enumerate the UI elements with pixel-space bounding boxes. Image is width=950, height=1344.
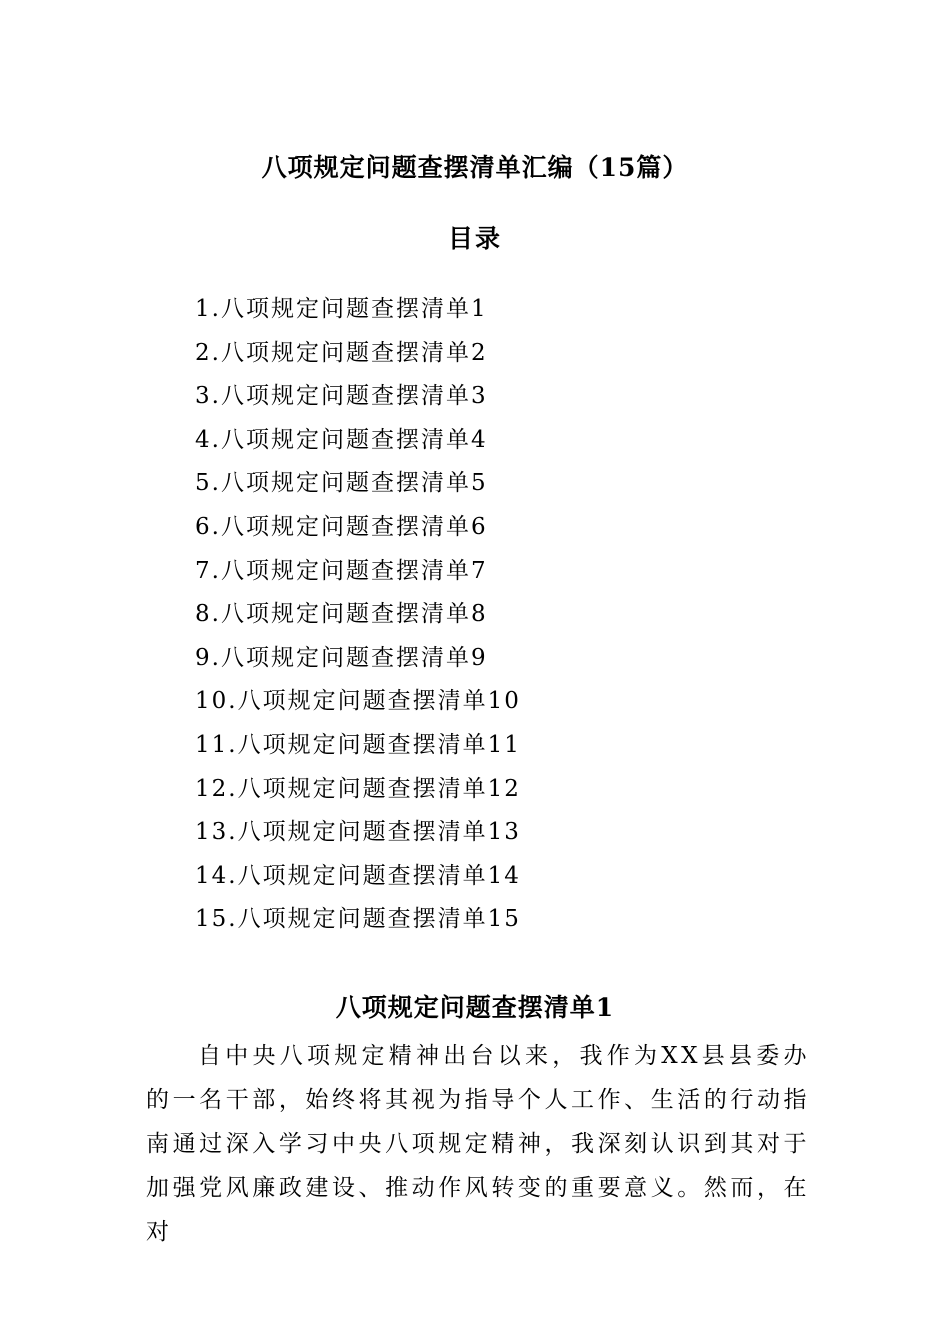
toc-item: 12.八项规定问题查摆清单12 <box>195 775 521 802</box>
toc-item: 1.八项规定问题查摆清单1 <box>195 296 488 322</box>
toc-heading: 目录 <box>447 224 502 253</box>
toc-item: 14.八项规定问题查摆清单14 <box>195 862 521 889</box>
toc-item: 11.八项规定问题查摆清单11 <box>195 731 521 758</box>
section-body-paragraph: 自中央八项规定精神出台以来，我作为XX县县委办的一名干部，始终将其视为指导个人工作、生活的行动指南通过深入学习中央八项规定精神，我深刻认识到其对于加强党风廉政建设、推动作风转变的重要意义。然而，在对 <box>146 1043 810 1245</box>
toc-item: 8.八项规定问题查摆清单8 <box>195 601 488 628</box>
toc-item: 9.八项规定问题查摆清单9 <box>195 644 488 671</box>
document-title: 八项规定问题查摆清单汇编（15篇） <box>261 153 689 182</box>
table-of-contents <box>195 289 521 943</box>
section-title: 八项规定问题查摆清单1 <box>335 993 615 1022</box>
toc-item: 5.八项规定问题查摆清单5 <box>195 470 488 497</box>
toc-item: 2.八项规定问题查摆清单2 <box>195 339 488 366</box>
toc-item: 6.八项规定问题查摆清单6 <box>195 513 488 540</box>
toc-item: 13.八项规定问题查摆清单13 <box>195 819 521 846</box>
toc-item: 3.八项规定问题查摆清单3 <box>195 383 488 410</box>
toc-item: 15.八项规定问题查摆清单15 <box>195 906 521 933</box>
toc-item: 10.八项规定问题查摆清单10 <box>195 688 521 715</box>
toc-item: 4.八项规定问题查摆清单4 <box>195 426 488 453</box>
toc-item: 7.八项规定问题查摆清单7 <box>195 557 488 584</box>
